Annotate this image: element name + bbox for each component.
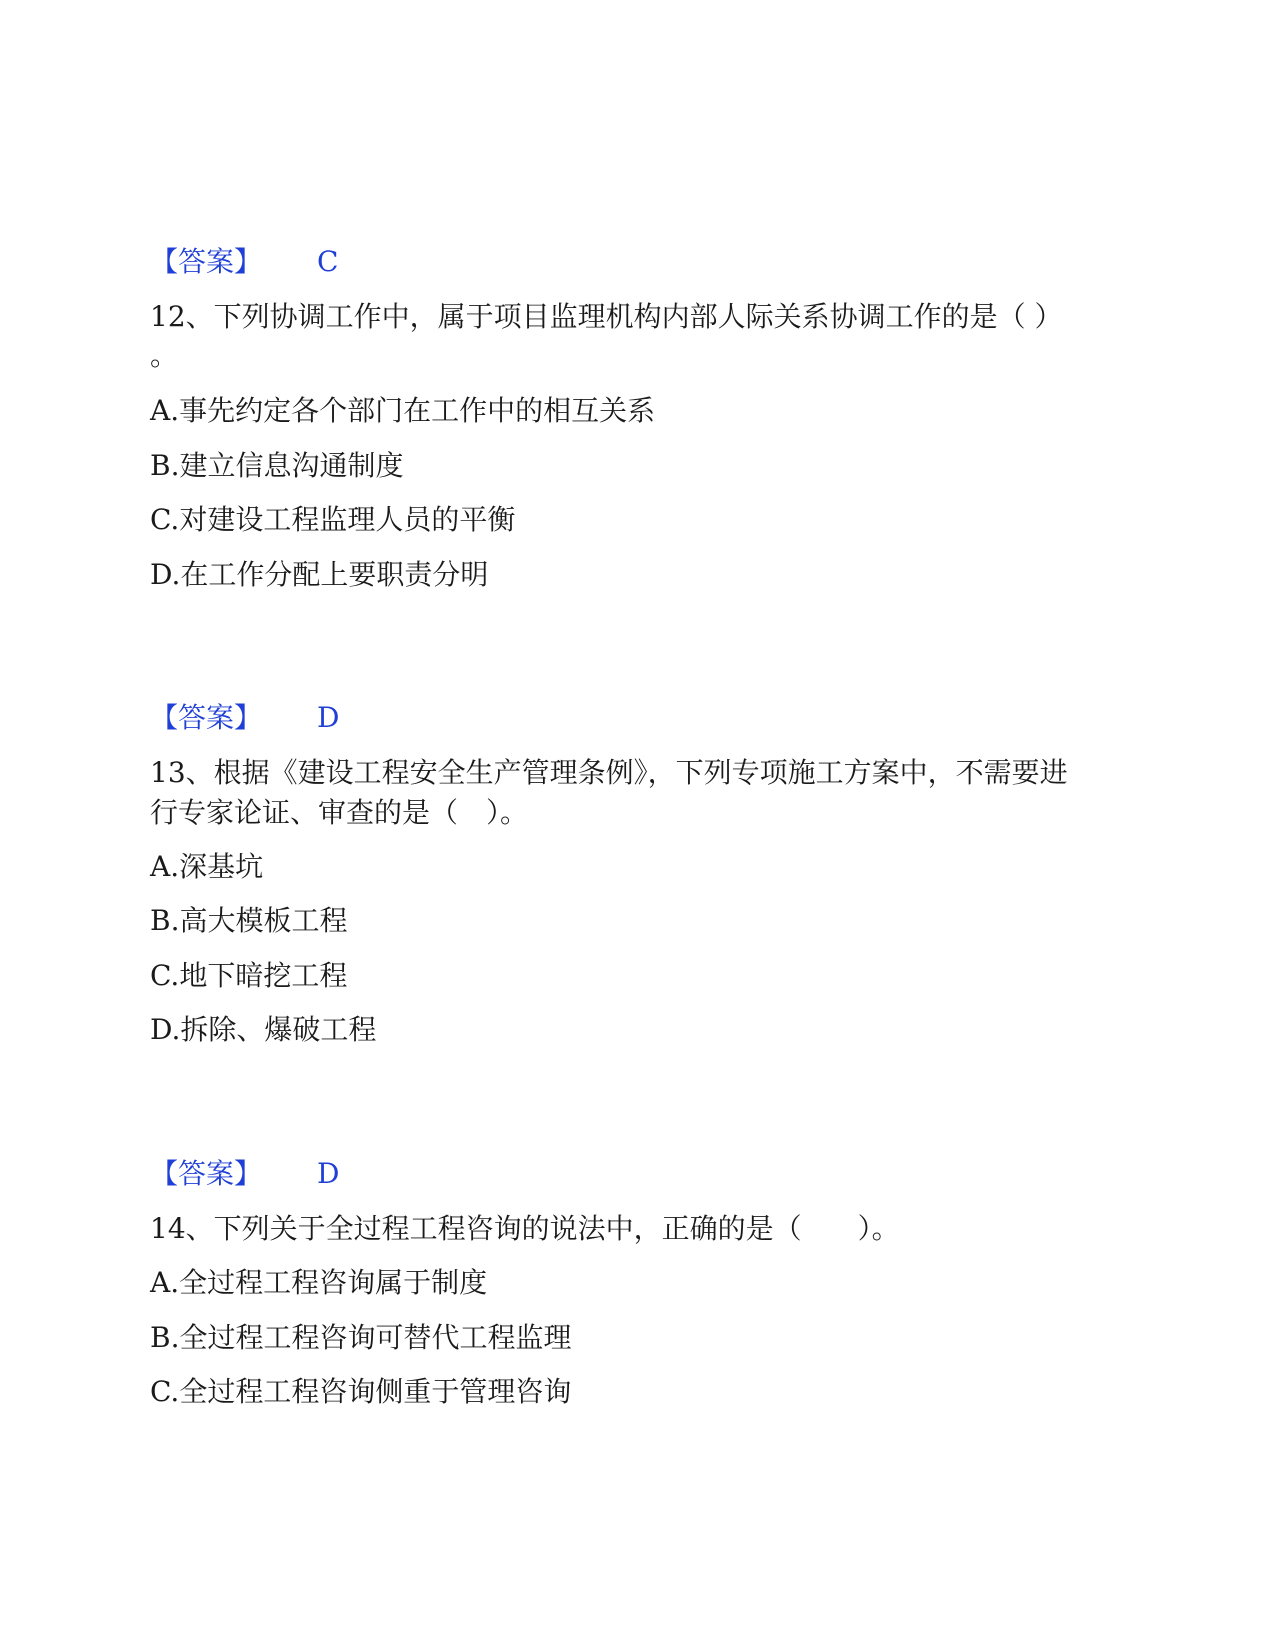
answer-label: 【答案】: [150, 701, 263, 734]
answer-row: [150, 698, 339, 738]
answer-value: D: [317, 1157, 340, 1190]
answer-value: D: [317, 701, 340, 734]
option-b: B.高大模板工程: [150, 904, 348, 937]
option-c: C.地下暗挖工程: [150, 959, 348, 992]
option-c: C.对建设工程监理人员的平衡: [150, 503, 516, 536]
option-a: A.深基坑: [150, 850, 264, 883]
answer-value: C: [317, 245, 339, 278]
question-text: 14、下列关于全过程工程咨询的说法中，正确的是（ ）。: [150, 1212, 900, 1245]
answer-row: [150, 1154, 339, 1194]
option-a: A.全过程工程咨询属于制度: [150, 1266, 488, 1299]
answer-label: 【答案】: [150, 1157, 263, 1190]
answer-row: [150, 242, 338, 282]
question-text: 12、下列协调工作中，属于项目监理机构内部人际关系协调工作的是（ ）: [150, 300, 1063, 333]
question-text: 13、根据《建设工程安全生产管理条例》，下列专项施工方案中，不需要进: [150, 756, 1068, 789]
option-c: C.全过程工程咨询侧重于管理咨询: [150, 1375, 572, 1408]
option-b: B.全过程工程咨询可替代工程监理: [150, 1321, 572, 1354]
option-b: B.建立信息沟通制度: [150, 449, 404, 482]
option-d: D.拆除、爆破工程: [150, 1013, 377, 1046]
option-d: D.在工作分配上要职责分明: [150, 558, 489, 591]
question-text-continued: 行专家论证、审查的是（ ）。: [150, 796, 529, 829]
question-text-continued: 。: [150, 339, 179, 372]
option-a: A.事先约定各个部门在工作中的相互关系: [150, 394, 656, 427]
answer-label: 【答案】: [150, 245, 263, 278]
